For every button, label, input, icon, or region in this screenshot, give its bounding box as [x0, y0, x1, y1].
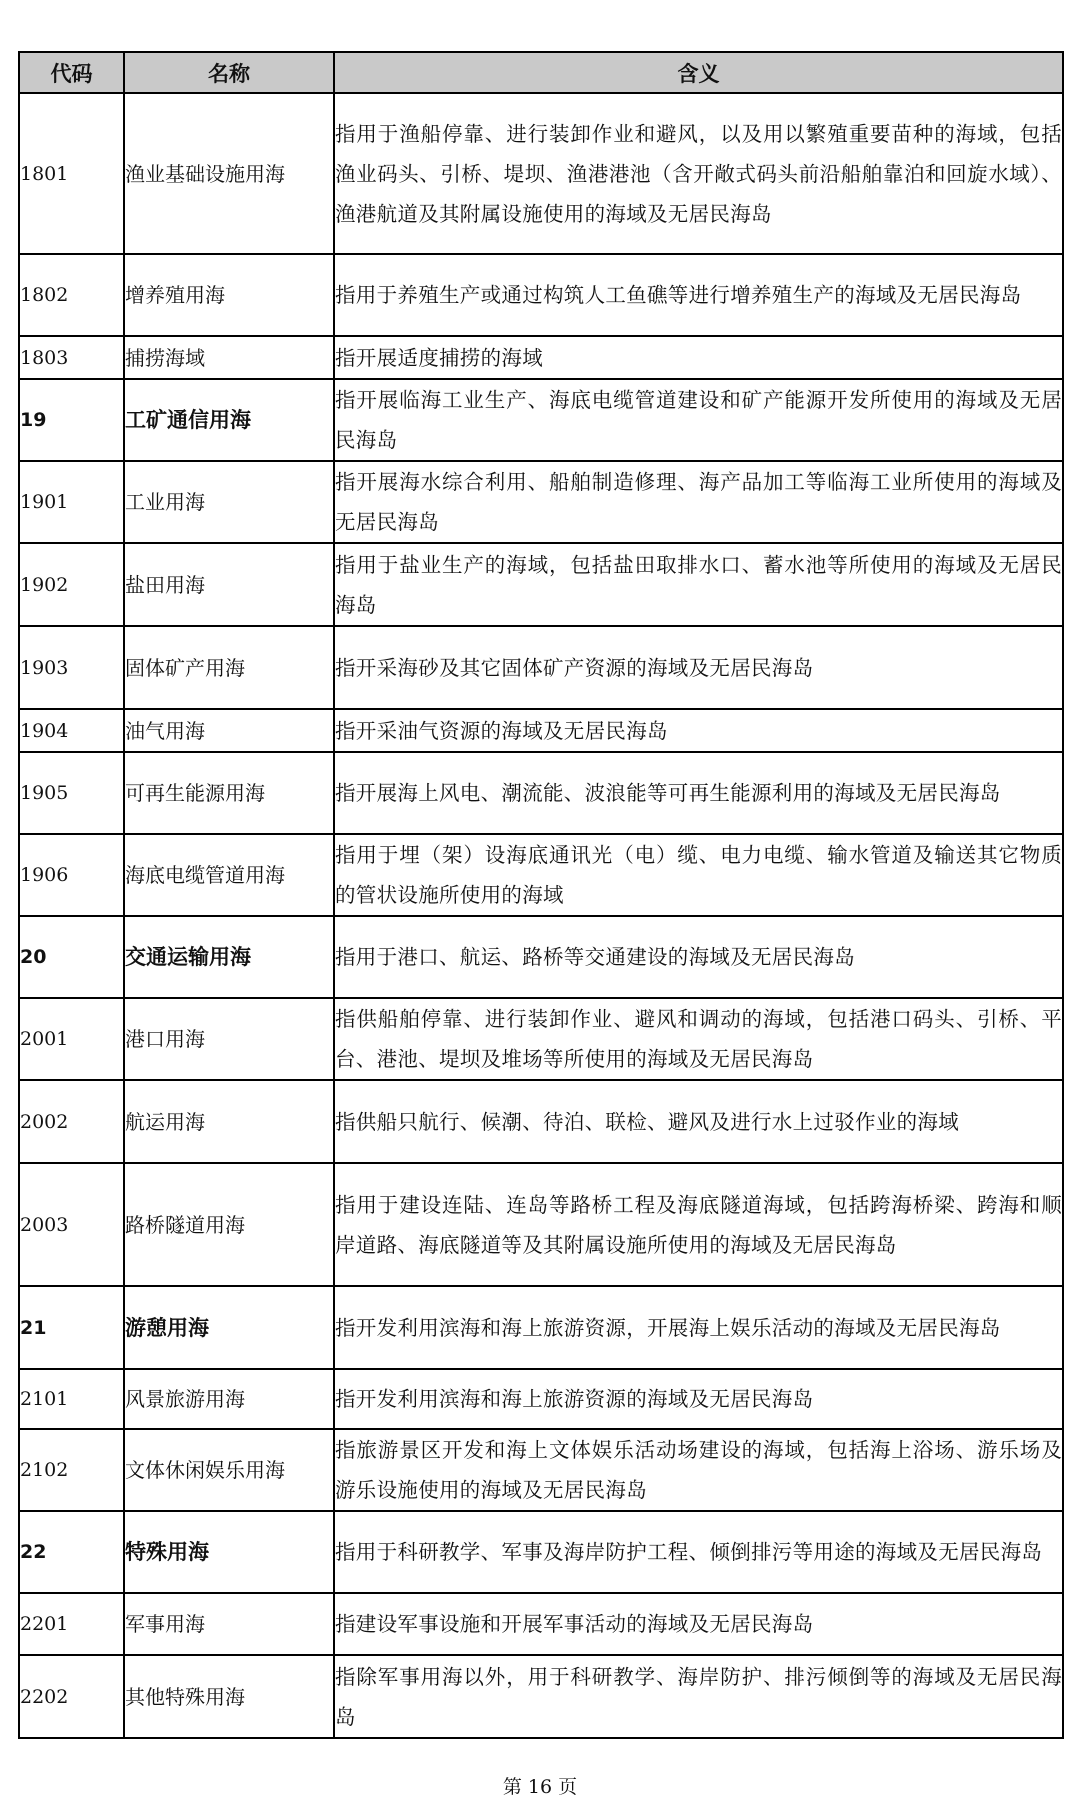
row-code: 1904 — [19, 709, 124, 752]
category-name: 游憩用海 — [124, 1286, 334, 1369]
row-code: 1905 — [19, 752, 124, 834]
category-row — [19, 1511, 1063, 1593]
category-row — [19, 916, 1063, 998]
category-name: 交通运输用海 — [124, 916, 334, 998]
row-code: 1903 — [19, 626, 124, 709]
row-description: 指建设军事设施和开展军事活动的海域及无居民海岛 — [334, 1593, 1063, 1655]
row-code: 2002 — [19, 1080, 124, 1163]
row-name: 海底电缆管道用海 — [124, 834, 334, 916]
row-description: 指供船只航行、候潮、待泊、联检、避风及进行水上过驳作业的海域 — [334, 1080, 1063, 1163]
row-description: 指开展临海工业生产、海底电缆管道建设和矿产能源开发所使用的海域及无居民海岛 — [334, 379, 1063, 461]
row-code: 1802 — [19, 254, 124, 336]
table-row — [19, 1593, 1063, 1655]
category-name: 工矿通信用海 — [124, 379, 334, 461]
row-code: 2001 — [19, 998, 124, 1080]
row-code: 2201 — [19, 1593, 124, 1655]
row-code: 1801 — [19, 93, 124, 254]
row-description: 指供船舶停靠、进行装卸作业、避风和调动的海域，包括港口码头、引桥、平台、港池、堤坝及堆场等所使用的海域及无居民海岛 — [334, 998, 1063, 1080]
table-row — [19, 1655, 1063, 1738]
category-name: 特殊用海 — [124, 1511, 334, 1593]
category-code: 20 — [19, 916, 124, 998]
page-number: 第 16 页 — [502, 1776, 578, 1798]
header-meaning: 含义 — [334, 52, 1063, 93]
table-row — [19, 626, 1063, 709]
row-name: 风景旅游用海 — [124, 1369, 334, 1429]
row-name: 固体矿产用海 — [124, 626, 334, 709]
row-description: 指开采海砂及其它固体矿产资源的海域及无居民海岛 — [334, 626, 1063, 709]
row-code: 1902 — [19, 543, 124, 626]
row-description: 指旅游景区开发和海上文体娱乐活动场建设的海域，包括海上浴场、游乐场及游乐设施使用的海域及无居民海岛 — [334, 1429, 1063, 1511]
table-row — [19, 1080, 1063, 1163]
category-code: 19 — [19, 379, 124, 461]
row-name: 港口用海 — [124, 998, 334, 1080]
table-header-row — [19, 52, 1063, 93]
table-row — [19, 254, 1063, 336]
row-name: 路桥隧道用海 — [124, 1163, 334, 1286]
row-description: 指开采油气资源的海域及无居民海岛 — [334, 709, 1063, 752]
row-name: 可再生能源用海 — [124, 752, 334, 834]
row-description: 指开发利用滨海和海上旅游资源的海域及无居民海岛 — [334, 1369, 1063, 1429]
row-description: 指用于盐业生产的海域，包括盐田取排水口、蓄水池等所使用的海域及无居民海岛 — [334, 543, 1063, 626]
table-row — [19, 1429, 1063, 1511]
row-name: 文体休闲娱乐用海 — [124, 1429, 334, 1511]
table-row — [19, 461, 1063, 543]
row-description: 指除军事用海以外，用于科研教学、海岸防护、排污倾倒等的海域及无居民海岛 — [334, 1655, 1063, 1738]
row-description: 指用于埋（架）设海底通讯光（电）缆、电力电缆、输水管道及输送其它物质的管状设施所使用的海域 — [334, 834, 1063, 916]
row-code: 1906 — [19, 834, 124, 916]
row-description: 指用于港口、航运、路桥等交通建设的海域及无居民海岛 — [334, 916, 1063, 998]
row-name: 其他特殊用海 — [124, 1655, 334, 1738]
row-description: 指用于渔船停靠、进行装卸作业和避风，以及用以繁殖重要苗种的海域，包括渔业码头、引桥、堤坝、渔港港池（含开敞式码头前沿船舶靠泊和回旋水域）、渔港航道及其附属设施使用的海域及无居民海岛 — [334, 93, 1063, 254]
table-row — [19, 834, 1063, 916]
row-code: 2102 — [19, 1429, 124, 1511]
header-name: 名称 — [124, 52, 334, 93]
row-description: 指用于科研教学、军事及海岸防护工程、倾倒排污等用途的海域及无居民海岛 — [334, 1511, 1063, 1593]
row-name: 捕捞海域 — [124, 336, 334, 379]
category-code: 21 — [19, 1286, 124, 1369]
table-row — [19, 93, 1063, 254]
row-code: 1803 — [19, 336, 124, 379]
row-description: 指用于建设连陆、连岛等路桥工程及海底隧道海域，包括跨海桥梁、跨海和顺岸道路、海底隧道等及其附属设施所使用的海域及无居民海岛 — [334, 1163, 1063, 1286]
header-code: 代码 — [19, 52, 124, 93]
row-name: 盐田用海 — [124, 543, 334, 626]
row-name: 军事用海 — [124, 1593, 334, 1655]
category-row — [19, 379, 1063, 461]
row-name: 航运用海 — [124, 1080, 334, 1163]
row-code: 2003 — [19, 1163, 124, 1286]
category-code: 22 — [19, 1511, 124, 1593]
row-description: 指用于养殖生产或通过构筑人工鱼礁等进行增养殖生产的海域及无居民海岛 — [334, 254, 1063, 336]
table-row — [19, 998, 1063, 1080]
row-name: 渔业基础设施用海 — [124, 93, 334, 254]
row-name: 油气用海 — [124, 709, 334, 752]
table-row — [19, 1163, 1063, 1286]
row-code: 1901 — [19, 461, 124, 543]
table-row — [19, 709, 1063, 752]
row-code: 2101 — [19, 1369, 124, 1429]
table-row — [19, 336, 1063, 379]
row-description: 指开展海上风电、潮流能、波浪能等可再生能源利用的海域及无居民海岛 — [334, 752, 1063, 834]
row-description: 指开展海水综合利用、船舶制造修理、海产品加工等临海工业所使用的海域及无居民海岛 — [334, 461, 1063, 543]
table-row — [19, 752, 1063, 834]
row-name: 增养殖用海 — [124, 254, 334, 336]
land-use-classification-table — [18, 51, 1064, 1739]
table-row — [19, 543, 1063, 626]
table-row — [19, 1369, 1063, 1429]
row-description: 指开发利用滨海和海上旅游资源，开展海上娱乐活动的海域及无居民海岛 — [334, 1286, 1063, 1369]
row-name: 工业用海 — [124, 461, 334, 543]
row-code: 2202 — [19, 1655, 124, 1738]
category-row — [19, 1286, 1063, 1369]
row-description: 指开展适度捕捞的海域 — [334, 336, 1063, 379]
